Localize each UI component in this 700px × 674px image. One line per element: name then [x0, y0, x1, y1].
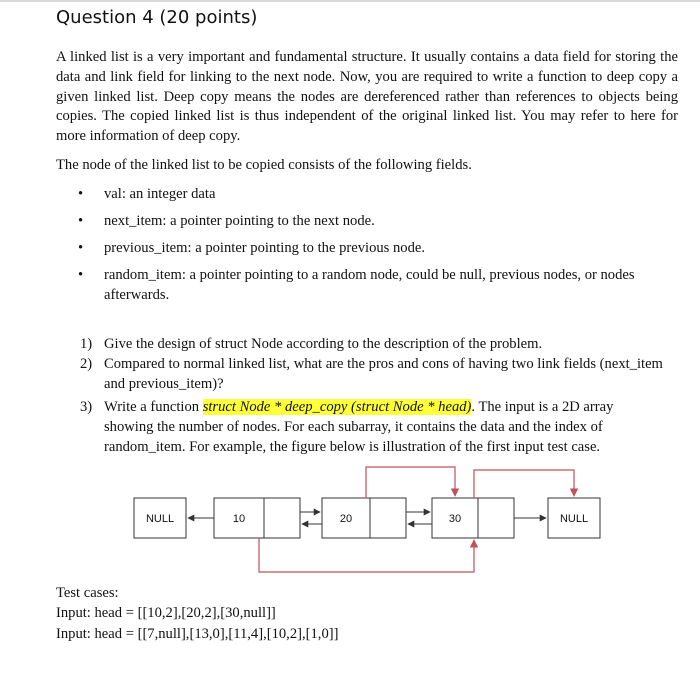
test-case-input-1: Input: head = [[10,2],[20,2],[30,null]] — [56, 605, 276, 621]
bullet-icon: • — [78, 267, 84, 283]
node-1-link-box — [264, 498, 300, 538]
random-link-node2-to-node3 — [366, 467, 455, 498]
task-number: 3) — [80, 399, 93, 415]
node-2-value: 20 — [339, 513, 353, 525]
field-text: random_item: a pointer pointing to a random node, could be null, previous nodes, or nodes afterwards. — [104, 267, 635, 303]
right-null-label: NULL — [559, 513, 589, 525]
field-text: val: an integer data — [104, 186, 216, 202]
node-3 — [432, 498, 514, 538]
node-2 — [322, 498, 406, 538]
question-paragraph: A linked list is a very important and fundamental structure. It usually contains a data field for storing the data and link field for linking to the next node. Now, you are required to write a function to deep copy a given linked list. Deep copy means the nodes are dereferenced rather than references to objects being copies. The copied linked list is thus independent of the original linked list. You may refer to here for more information of deep copy. — [56, 49, 678, 145]
test-cases-label: Test cases: — [56, 585, 119, 601]
bullet-icon: • — [78, 240, 84, 256]
bullet-icon: • — [78, 186, 84, 202]
function-signature-highlight: struct Node * deep_copy (struct Node * head) — [202, 399, 472, 415]
task-text-after: . The input is a 2D array showing the number of nodes. For each subarray, it contains the data and the index of random_item. For example, the figure below is illustration of the first input test case. — [104, 399, 614, 455]
task-number: 1) — [80, 336, 93, 352]
left-null-label: NULL — [145, 513, 175, 525]
node-2-link-box — [370, 498, 406, 538]
bullet-icon: • — [78, 213, 84, 229]
test-case-input-2: Input: head = [[7,null],[13,0],[11,4],[10,2],[1,0]] — [56, 626, 339, 642]
node-1-value: 10 — [232, 513, 246, 525]
random-link-node3-to-null — [474, 470, 574, 498]
node-3-link-box — [478, 498, 514, 538]
field-text: next_item: a pointer pointing to the next node. — [104, 213, 375, 229]
field-text: previous_item: a pointer pointing to the previous node. — [104, 240, 426, 256]
task-text: Compared to normal linked list, what are the pros and cons of having two link fields (next_item and previous_item)? — [104, 356, 663, 392]
task-number: 2) — [80, 356, 93, 372]
node-1 — [214, 498, 300, 538]
node-3-value: 30 — [448, 513, 462, 525]
question-title: Question 4 (20 points) — [56, 7, 258, 28]
fields-intro: The node of the linked list to be copied consists of the following fields. — [56, 157, 472, 173]
task-text-before: Write a function — [104, 399, 203, 415]
random-link-node1-to-node3 — [259, 538, 474, 572]
task-text: Give the design of struct Node according to the description of the problem. — [104, 336, 543, 352]
